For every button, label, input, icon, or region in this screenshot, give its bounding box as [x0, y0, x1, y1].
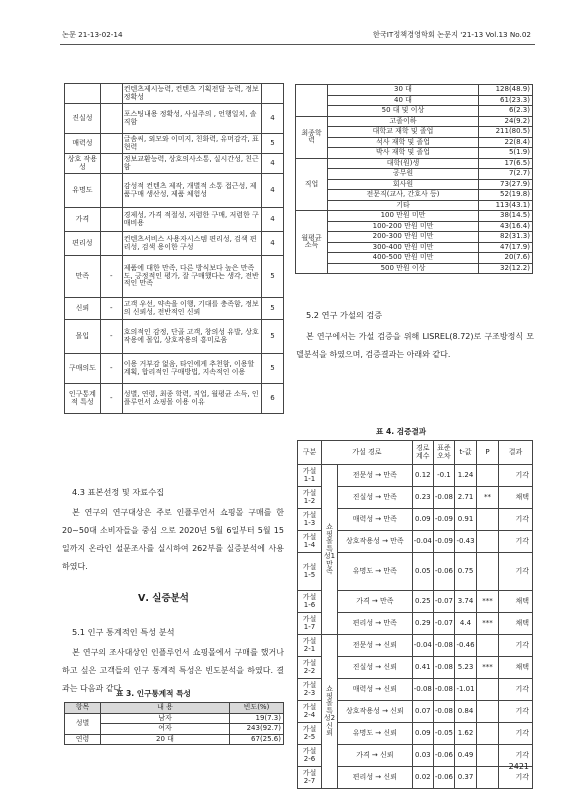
- hyp-path: 가격 → 신뢰: [338, 745, 413, 767]
- hyp-result: 기각: [499, 531, 533, 553]
- factor-sign: [100, 232, 122, 256]
- hyp-path: 편리성 → 만족: [338, 613, 413, 635]
- demo-value: 113(43.1): [479, 200, 533, 211]
- hyp-path: 유명도 → 신뢰: [338, 723, 413, 745]
- hyp-se: -0.08: [433, 679, 454, 701]
- hyp-id: 가설 1-6: [298, 591, 322, 613]
- factor-count: 5: [262, 298, 284, 320]
- demo-value: 128(48.9): [479, 85, 533, 96]
- factor-name: [65, 84, 101, 104]
- demo-value: 61(23.3): [479, 95, 533, 106]
- factor-count: [262, 84, 284, 104]
- hyp-path: 진실성 → 만족: [338, 487, 413, 509]
- hyp-t: 2.71: [455, 487, 477, 509]
- factor-count: 5: [262, 320, 284, 354]
- demo-label: 전문직(교사, 간호사 등): [328, 190, 479, 201]
- hyp-id: 가설 2-4: [298, 701, 322, 723]
- hyp-group: 쇼핑몰특성1 만족: [322, 465, 338, 635]
- factor-sign: [100, 84, 122, 104]
- table-row: [65, 154, 284, 174]
- hyp-se: -0.07: [433, 613, 454, 635]
- table-row: [65, 256, 284, 298]
- hyp-result: 기각: [499, 465, 533, 487]
- hyp-se: -0.06: [433, 553, 454, 591]
- hyp-result: 기각: [499, 701, 533, 723]
- factor-count: 5: [262, 256, 284, 298]
- freq-content: 20 대: [101, 734, 230, 745]
- demo-label: 고졸이하: [328, 116, 479, 127]
- factor-name: 가격: [65, 208, 101, 232]
- factor-sign: [100, 154, 122, 174]
- demo-value: 52(19.8): [479, 190, 533, 201]
- section-5-2-body: 본 연구에서는 가설 검증을 위해 LISREL(8.72)로 구조방정식 모델분석을 하였으며, 검증결과는 아래와 같다.: [296, 332, 534, 359]
- table-row: [296, 253, 533, 264]
- hyp-id: 가설 1-1: [298, 465, 322, 487]
- col-header: 경로계수: [412, 441, 433, 465]
- demographics-table: [295, 84, 533, 274]
- factor-sign: -: [100, 384, 122, 414]
- hyp-path: 전문성 → 만족: [338, 465, 413, 487]
- table-3-caption: 표 3. 인구통계적 특성: [116, 689, 191, 698]
- freq-content: 남자: [101, 713, 230, 724]
- hyp-coef: 0.25: [412, 591, 433, 613]
- hyp-id: 가설 2-2: [298, 657, 322, 679]
- hyp-id: 가설 2-5: [298, 723, 322, 745]
- demo-label: 200-300 만원 미만: [328, 232, 479, 243]
- factor-table: [64, 83, 284, 414]
- freq-content: 여자: [101, 724, 230, 735]
- section-4-3-body: 본 연구의 연구대상은 주로 인플루언서 쇼핑몰 구매를 한 20~50대 소비자들을 중심 으로 2020년 5월 6일부터 5월 15일까지 온라인 설문조사를 실시하여 262부를 실증분석에 사용하였다.: [62, 508, 284, 571]
- hyp-coef: 0.23: [412, 487, 433, 509]
- header-journal: 한국IT정책경영학회 논문지 '21-13 Vol.13 No.02: [372, 30, 531, 39]
- factor-name: 신뢰: [65, 298, 101, 320]
- hyp-p: **: [477, 487, 499, 509]
- demo-value: 22(8.4): [479, 137, 533, 148]
- factor-name: 편리성: [65, 232, 101, 256]
- col-header: 결과: [499, 441, 533, 465]
- factor-name: 구매의도: [65, 354, 101, 384]
- factor-desc: 컨텐츠서비스 사용자시스템 편리성, 검색 편리성, 검색 용이한 구성: [122, 232, 261, 256]
- hyp-coef: 0.09: [412, 509, 433, 531]
- hyp-t: -0.43: [455, 531, 477, 553]
- demo-value: 7(2.7): [479, 169, 533, 180]
- hyp-coef: -0.04: [412, 531, 433, 553]
- table-row: [65, 84, 284, 104]
- hyp-path: 유명도 → 만족: [338, 553, 413, 591]
- hyp-p: ***: [477, 591, 499, 613]
- factor-sign: -: [100, 256, 122, 298]
- table-row: [296, 85, 533, 96]
- table-row: [296, 179, 533, 190]
- hyp-t: 0.84: [455, 701, 477, 723]
- table-row: [65, 232, 284, 256]
- hyp-t: 0.75: [455, 553, 477, 591]
- header-paper-id: 논문 21-13-02-14: [62, 30, 123, 39]
- hyp-se: -0.06: [433, 745, 454, 767]
- hyp-p: ***: [477, 613, 499, 635]
- hyp-t: 0.49: [455, 745, 477, 767]
- factor-name: 상호 작용성: [65, 154, 101, 174]
- demo-label: 40 대: [328, 95, 479, 106]
- factor-desc: 제품에 대한 만족, 다른 방식보다 높은 만족도, 긍정적인 평가, 잘 구매했다는 생각, 전반적인 만족: [122, 256, 261, 298]
- hyp-t: -1.01: [455, 679, 477, 701]
- table-row: [296, 95, 533, 106]
- freq-item: 성별: [65, 713, 101, 734]
- hyp-t: 5.23: [455, 657, 477, 679]
- col-header: 가설 경로: [322, 441, 413, 465]
- demo-value: 24(9.2): [479, 116, 533, 127]
- hyp-result: 기각: [499, 509, 533, 531]
- factor-name: 몰입: [65, 320, 101, 354]
- demo-label: 50 대 및 이상: [328, 106, 479, 117]
- factor-sign: -: [100, 354, 122, 384]
- demo-label: 100-200 만원 미만: [328, 221, 479, 232]
- demo-value: 47(17.9): [479, 242, 533, 253]
- hyp-t: 4.4: [455, 613, 477, 635]
- hyp-t: 3.74: [455, 591, 477, 613]
- table-row: [296, 242, 533, 253]
- section-4-3-title: 4.3 표본선정 및 자료수집: [72, 487, 165, 497]
- hyp-coef: 0.05: [412, 553, 433, 591]
- factor-count: 5: [262, 354, 284, 384]
- factor-name: 유명도: [65, 174, 101, 208]
- hyp-se: -0.08: [433, 701, 454, 723]
- col-header: 구분: [298, 441, 322, 465]
- factor-desc: 글솜씨, 외모와 이미지, 친화력, 유머감각, 표현력: [122, 134, 261, 154]
- hyp-p: [477, 723, 499, 745]
- demo-value: 211(80.5): [479, 127, 533, 138]
- table-row: [65, 208, 284, 232]
- demo-value: 5(1.9): [479, 148, 533, 159]
- demo-label: 공무원: [328, 169, 479, 180]
- hyp-path: 매력성 → 신뢰: [338, 679, 413, 701]
- factor-desc: 포스팅내용 정확성, 사실주의 , 언행일치, 솔직함: [122, 104, 261, 134]
- hypothesis-table: [297, 440, 533, 789]
- hyp-id: 가설 1-2: [298, 487, 322, 509]
- hyp-se: -0.05: [433, 723, 454, 745]
- table-row: [296, 211, 533, 222]
- factor-desc: 성별, 연령, 최종 학력, 직업, 월평균 소득, 인플루언서 쇼핑몰 이용 이유: [122, 384, 261, 414]
- demo-label: 석사 재학 및 졸업: [328, 137, 479, 148]
- hyp-result: 기각: [499, 767, 533, 789]
- col-header: 내 용: [101, 703, 230, 714]
- hyp-p: [477, 745, 499, 767]
- hyp-p: [477, 465, 499, 487]
- hyp-result: 채택: [499, 613, 533, 635]
- hyp-path: 상호작용성 → 만족: [338, 531, 413, 553]
- hyp-result: 채택: [499, 657, 533, 679]
- frequency-table: [64, 702, 284, 745]
- demo-label: 회사원: [328, 179, 479, 190]
- demo-label: 500 만원 이상: [328, 263, 479, 274]
- table-row: [296, 127, 533, 138]
- col-header: P: [477, 441, 499, 465]
- demo-group: [296, 85, 328, 117]
- factor-desc: 감성적 컨텐츠 제작, 개별적 소통 접근성, 제품구매 생산성, 제품 체험성: [122, 174, 261, 208]
- hyp-coef: -0.04: [412, 635, 433, 657]
- table-row: [296, 116, 533, 127]
- factor-count: 4: [262, 232, 284, 256]
- table-row: [65, 298, 284, 320]
- hyp-coef: 0.12: [412, 465, 433, 487]
- freq-value: 67(25.6): [230, 734, 284, 745]
- hyp-id: 가설 2-6: [298, 745, 322, 767]
- hyp-coef: -0.08: [412, 679, 433, 701]
- demo-label: 100 만원 미만: [328, 211, 479, 222]
- header-rule: [60, 44, 535, 45]
- demo-value: 43(16.4): [479, 221, 533, 232]
- hyp-coef: 0.41: [412, 657, 433, 679]
- demo-label: 300-400 만원 미만: [328, 242, 479, 253]
- freq-value: 243(92.7): [230, 724, 284, 735]
- factor-name: 진실성: [65, 104, 101, 134]
- hyp-p: [477, 679, 499, 701]
- hyp-se: -0.09: [433, 509, 454, 531]
- hyp-path: 매력성 → 만족: [338, 509, 413, 531]
- hyp-p: ***: [477, 657, 499, 679]
- hyp-se: -0.1: [433, 465, 454, 487]
- demo-value: 38(14.5): [479, 211, 533, 222]
- hyp-se: -0.08: [433, 635, 454, 657]
- table-row: [298, 465, 533, 487]
- demo-value: 17(6.5): [479, 158, 533, 169]
- factor-desc: 고객 우선, 약속을 이행, 기대를 충족함, 정보의 신뢰성, 전반적인 신뢰: [122, 298, 261, 320]
- hyp-p: [477, 635, 499, 657]
- hyp-group: 쇼핑몰특성2 신뢰: [322, 635, 338, 789]
- hyp-path: 가격 → 만족: [338, 591, 413, 613]
- hyp-se: -0.07: [433, 591, 454, 613]
- factor-sign: -: [100, 320, 122, 354]
- section-5-1-body: 본 연구의 조사대상인 인플루언서 쇼핑몰에서 구매를 했거나 하고 싶은 고객들의 인구 통계적 특성은 빈도분석을 하였다. 결과는 다음과 같다.: [62, 648, 284, 693]
- col-header: 표준오차: [433, 441, 454, 465]
- demo-label: 대학교 재학 및 졸업: [328, 127, 479, 138]
- factor-name: 매력성: [65, 134, 101, 154]
- hyp-t: -0.46: [455, 635, 477, 657]
- demo-value: 20(7.6): [479, 253, 533, 264]
- demo-group: 월평균 소득: [296, 211, 328, 274]
- factor-count: 4: [262, 208, 284, 232]
- hyp-id: 가설 1-7: [298, 613, 322, 635]
- hyp-p: [477, 553, 499, 591]
- hyp-result: 채택: [499, 487, 533, 509]
- freq-value: 19(7.3): [230, 713, 284, 724]
- hyp-p: [477, 701, 499, 723]
- demo-label: 대학(원)생: [328, 158, 479, 169]
- table-row: [296, 263, 533, 274]
- factor-sign: -: [100, 298, 122, 320]
- factor-name: 만족: [65, 256, 101, 298]
- demo-group: 최종학력: [296, 116, 328, 158]
- factor-desc: 이용 거부감 없음, 타인에게 추천함, 이용할 계획, 합리적인 구매방법, 지속적인 이용: [122, 354, 261, 384]
- table-row: [296, 200, 533, 211]
- hyp-id: 가설 1-4: [298, 531, 322, 553]
- factor-sign: [100, 174, 122, 208]
- factor-count: 4: [262, 104, 284, 134]
- table-row: [65, 174, 284, 208]
- table-row: [65, 713, 284, 724]
- chapter-5-title: Ⅴ. 실증분석: [138, 593, 189, 604]
- col-header: 항목: [65, 703, 101, 714]
- table-row: [65, 104, 284, 134]
- factor-sign: [100, 134, 122, 154]
- table-row: [65, 134, 284, 154]
- hyp-se: -0.08: [433, 487, 454, 509]
- table-row: [298, 635, 533, 657]
- hyp-coef: 0.29: [412, 613, 433, 635]
- table-row: [296, 190, 533, 201]
- factor-desc: 정보교환능력, 상호의사소통, 실시간성, 친근함: [122, 154, 261, 174]
- demo-label: 30 대: [328, 85, 479, 96]
- hyp-path: 전문성 → 신뢰: [338, 635, 413, 657]
- hyp-coef: 0.02: [412, 767, 433, 789]
- factor-count: 4: [262, 174, 284, 208]
- hyp-id: 가설 1-3: [298, 509, 322, 531]
- demo-value: 6(2.3): [479, 106, 533, 117]
- factor-name: 인구통계적 특성: [65, 384, 101, 414]
- factor-desc: 컨텐츠제시능력, 컨텐츠 기획전달 능력, 정보 정확성: [122, 84, 261, 104]
- demo-value: 82(31.3): [479, 232, 533, 243]
- factor-count: 4: [262, 154, 284, 174]
- hyp-result: 기각: [499, 745, 533, 767]
- table-row: [296, 137, 533, 148]
- table-row: [65, 384, 284, 414]
- hyp-t: 1.24: [455, 465, 477, 487]
- hyp-result: 기각: [499, 723, 533, 745]
- table-row: [296, 169, 533, 180]
- hyp-path: 상호작용성 → 신뢰: [338, 701, 413, 723]
- table-row: [296, 158, 533, 169]
- hyp-path: 편리성 → 신뢰: [338, 767, 413, 789]
- freq-item: 연령: [65, 734, 101, 745]
- factor-sign: [100, 208, 122, 232]
- table-4-caption: 표 4. 검증결과: [376, 427, 427, 436]
- demo-label: 박사 재학 및 졸업: [328, 148, 479, 159]
- table-row: [65, 320, 284, 354]
- demo-value: 73(27.9): [479, 179, 533, 190]
- hyp-se: -0.08: [433, 657, 454, 679]
- hyp-p: [477, 509, 499, 531]
- hyp-coef: 0.03: [412, 745, 433, 767]
- hyp-id: 가설 1-5: [298, 553, 322, 591]
- table-row: [296, 106, 533, 117]
- hyp-id: 가설 2-3: [298, 679, 322, 701]
- demo-label: 기타: [328, 200, 479, 211]
- hyp-id: 가설 2-1: [298, 635, 322, 657]
- hyp-path: 진실성 → 신뢰: [338, 657, 413, 679]
- demo-value: 32(12.2): [479, 263, 533, 274]
- factor-sign: [100, 104, 122, 134]
- section-5-2-title: 5.2 연구 가설의 검증: [306, 310, 383, 320]
- factor-desc: 호의적인 감정, 단골 고객, 창의성 유발, 상호작용에 몰입, 상호작용의 흥미로움: [122, 320, 261, 354]
- table-row: [65, 354, 284, 384]
- section-5-1-title: 5.1 인구 통계적인 특성 분석: [72, 627, 175, 637]
- hyp-se: -0.06: [433, 767, 454, 789]
- hyp-p: [477, 531, 499, 553]
- hyp-se: -0.09: [433, 531, 454, 553]
- demo-label: 400-500 만원 미만: [328, 253, 479, 264]
- hyp-result: 기각: [499, 679, 533, 701]
- col-header: 빈도(%): [230, 703, 284, 714]
- hyp-coef: 0.09: [412, 723, 433, 745]
- factor-count: 6: [262, 384, 284, 414]
- table-row: [296, 221, 533, 232]
- hyp-t: 0.37: [455, 767, 477, 789]
- hyp-t: 1.62: [455, 723, 477, 745]
- hyp-result: 채택: [499, 591, 533, 613]
- hyp-p: [477, 767, 499, 789]
- hyp-result: 기각: [499, 553, 533, 591]
- hyp-id: 가설 2-7: [298, 767, 322, 789]
- page-number: 2421: [508, 762, 529, 771]
- demo-group: 직업: [296, 158, 328, 211]
- factor-desc: 경제성, 가격 적절성, 저렴한 구매, 저렴한 구매비용: [122, 208, 261, 232]
- hyp-t: 0.91: [455, 509, 477, 531]
- hyp-coef: 0.07: [412, 701, 433, 723]
- col-header: t-값: [455, 441, 477, 465]
- table-row: [65, 734, 284, 745]
- table-row: [296, 148, 533, 159]
- factor-count: 5: [262, 134, 284, 154]
- hyp-result: 기각: [499, 635, 533, 657]
- table-row: [296, 232, 533, 243]
